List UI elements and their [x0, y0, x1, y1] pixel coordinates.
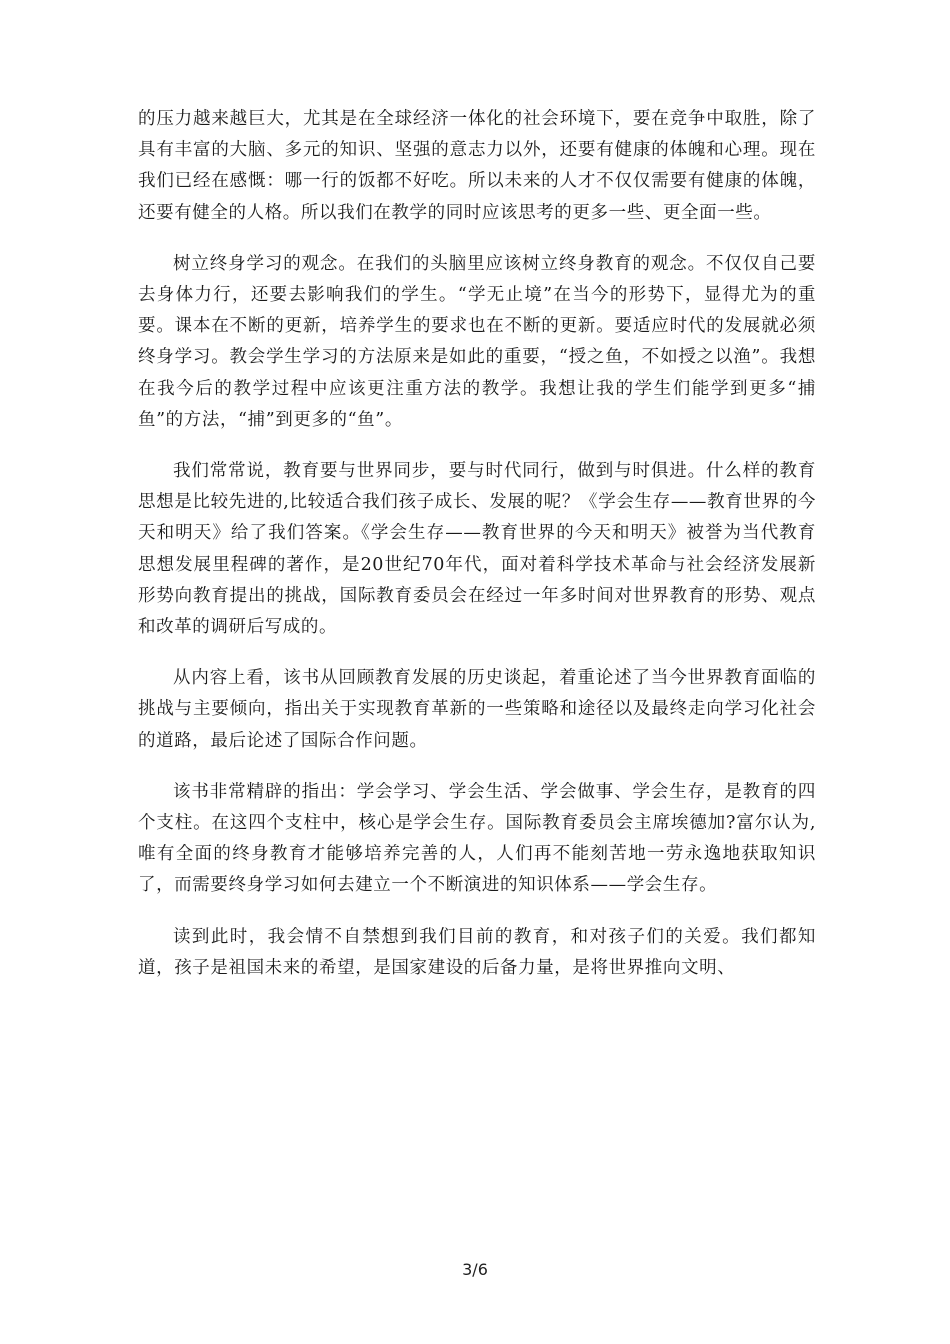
page-number: 3/6: [462, 1260, 488, 1279]
paragraph: 的压力越来越巨大，尤其是在全球经济一体化的社会环境下，要在竞争中取胜，除了具有丰富的大脑、多元的知识、坚强的意志力以外，还要有健康的体魄和心理。现在我们已经在感慨：哪一行的饭都不好吃。所以未来的人才不仅仅需要有健康的体魄，还要有健全的人格。所以我们在教学的同时应该思考的更多一些、更全面一些。: [138, 109, 816, 223]
paragraph: 读到此时，我会情不自禁想到我们目前的教育，和对孩子们的关爱。我们都知道，孩子是祖国未来的希望，是国家建设的后备力量，是将世界推向文明、: [138, 926, 816, 978]
paragraph: 该书非常精辟的指出：学会学习、学会生活、学会做事、学会生存，是教育的四个支柱。在这四个支柱中，核心是学会生存。国际教育委员会主席埃德加?富尔认为,唯有全面的终身教育才能够培养完善的人，人们再不能刻苦地一劳永逸地获取知识了，而需要终身学习如何去建立一个不断演进的知识体系——学会生存。: [138, 781, 816, 896]
document-body: [138, 104, 816, 984]
paragraph: 我们常常说，教育要与世界同步，要与时代同行，做到与时俱进。什么样的教育思想是比较先进的,比较适合我们孩子成长、发展的呢？《学会生存——教育世界的今天和明天》给了我们答案。《学会生存——教育世界的今天和明天》被誉为当代教育思想发展里程碑的著作，是20世纪70年代，面对着科学技术革命与社会经济发展新形势向教育提出的挑战，国际教育委员会在经过一年多时间对世界教育的形势、观点和改革的调研后写成的。: [138, 461, 816, 638]
paragraph: 从内容上看，该书从回顾教育发展的历史谈起，着重论述了当今世界教育面临的挑战与主要倾向，指出关于实现教育革新的一些策略和途径以及最终走向学习化社会的道路，最后论述了国际合作问题。: [138, 668, 816, 751]
paragraph: 树立终身学习的观念。在我们的头脑里应该树立终身教育的观念。不仅仅自己要去身体力行，还要去影响我们的学生。“学无止境”在当今的形势下，显得尤为的重要。课本在不断的更新，培养学生的要求也在不断的更新。要适应时代的发展就必须终身学习。教会学生学习的方法原来是如此的重要，“授之鱼，不如授之以渔”。我想在我今后的教学过程中应该更注重方法的教学。我想让我的学生们能学到更多“捕鱼”的方法，“捕”到更多的“鱼”。: [138, 253, 816, 430]
